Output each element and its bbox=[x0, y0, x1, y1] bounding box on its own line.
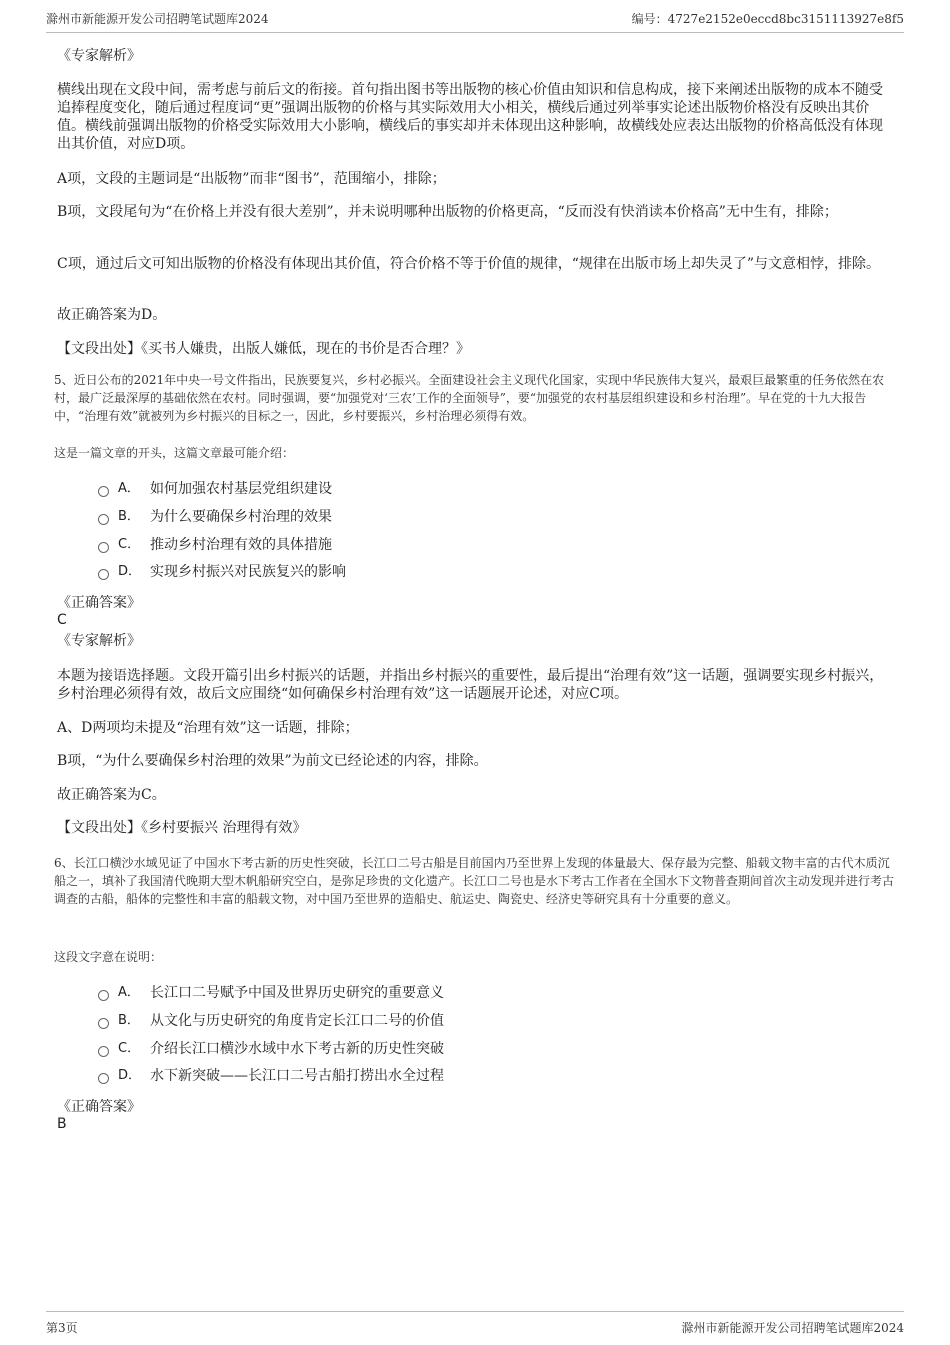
radio-icon[interactable] bbox=[98, 1018, 109, 1029]
q5-option-d[interactable]: D． 实现乡村振兴对民族复兴的影响 bbox=[98, 563, 346, 581]
radio-icon[interactable] bbox=[98, 486, 109, 497]
q5-option-b[interactable]: B． 为什么要确保乡村治理的效果 bbox=[98, 508, 332, 526]
q5-analysis-title: 《专家解析》 bbox=[57, 633, 141, 649]
q5-prompt: 这是一篇文章的开头，这篇文章最可能介绍： bbox=[54, 446, 295, 460]
q5-conclusion: 故正确答案为C。 bbox=[57, 787, 166, 803]
radio-icon[interactable] bbox=[98, 990, 109, 1001]
page-number: 第3页 bbox=[46, 1321, 78, 1335]
q5-answer: C bbox=[57, 612, 67, 628]
q4-analysis-title: 《专家解析》 bbox=[57, 48, 141, 64]
q6-option-d[interactable]: D． 水下新突破——长江口二号古船打捞出水全过程 bbox=[98, 1067, 444, 1085]
q6-stem: 6、长江口横沙水域见证了中国水下考古新的历史性突破，长江口二号古船是目前国内乃至世界上发现的体量最大、保存最为完整、船载文物丰富的古代木质沉船之一，填补了我国清代晚期大型木帆船研究空白，是弥足珍贵的文化遗产。长江口二号也是水下考古工作者在全国水下文物普查期间首次主动发现并进行考古调查的古船，船体的完整性和丰富的船载文物，对中国乃至世界的造船史、航运史、陶瓷史、经济史等研究具有十分重要的意义。 bbox=[54, 856, 895, 906]
q4-option-a-note: A项，文段的主题词是“出版物”而非“图书”，范围缩小，排除； bbox=[57, 171, 446, 187]
q4-source: 【文段出处】《买书人嫌贵，出版人嫌低，现在的书价是否合理？》 bbox=[57, 341, 470, 357]
radio-icon[interactable] bbox=[98, 569, 109, 580]
q6-option-b[interactable]: B． 从文化与历史研究的角度肯定长江口二号的价值 bbox=[98, 1012, 444, 1030]
q4-option-b-note: B项，文段尾句为“在价格上并没有很大差别”，并未说明哪种出版物的价格更高，“反而没有快消读本价格高”无中生有，排除； bbox=[57, 204, 838, 220]
q5-option-b-note: B项，“为什么要确保乡村治理的效果”为前文已经论述的内容，排除。 bbox=[57, 753, 488, 769]
header-title: 滁州市新能源开发公司招聘笔试题库2024 bbox=[46, 12, 269, 26]
q6-option-c[interactable]: C． 介绍长江口横沙水域中水下考古新的历史性突破 bbox=[98, 1040, 444, 1058]
q5-analysis-text: 本题为接语选择题。文段开篇引出乡村振兴的话题，并指出乡村振兴的重要性，最后提出“治理有效”这一话题，强调要实现乡村振兴，乡村治理必须得有效，故后文应围绕“如何确保乡村治理有效”这一话题展开论述，对应C项。 bbox=[57, 668, 884, 702]
radio-icon[interactable] bbox=[98, 1073, 109, 1084]
q4-analysis-text: 横线出现在文段中间，需考虑与前后文的衔接。首句指出图书等出版物的核心价值由知识和信息构成，接下来阐述出版物的成本不随受追捧程度变化，随后通过程度词“更”强调出版物的价格与其实际效用大小相关，横线后通过列举事实论述出版物价格没有反映出其价值。横线前强调出版物的价格受实际效用大小影响，横线后的事实却并未体现出这种影响，故横线处应表达出版物的价格高低没有体现出其价值，对应D项。 bbox=[57, 82, 883, 152]
q6-answer: B bbox=[57, 1116, 67, 1132]
q5-answer-title: 《正确答案》 bbox=[57, 595, 141, 611]
page-header bbox=[46, 10, 904, 33]
radio-icon[interactable] bbox=[98, 542, 109, 553]
page-footer bbox=[46, 1311, 904, 1336]
q4-option-c-note: C项，通过后文可知出版物的价格没有体现出其价值，符合价格不等于价值的规律，“规律在出版市场上却失灵了”与文意相悖，排除。 bbox=[57, 256, 881, 272]
q5-stem: 5、近日公布的2021年中央一号文件指出，民族要复兴，乡村必振兴。全面建设社会主义现代化国家，实现中华民族伟大复兴，最艰巨最繁重的任务依然在农村，最广泛最深厚的基础依然在农村。同时强调，要“加强党对‘三农’工作的全面领导”，要“加强党的农村基层组织建设和乡村治理”。早在党的十九大报告中，“治理有效”就被列为乡村振兴的目标之一，因此，乡村要振兴，乡村治理必须得有效。 bbox=[54, 373, 885, 423]
q5-source: 【文段出处】《乡村要振兴 治理得有效》 bbox=[57, 820, 307, 836]
q5-option-ad-note: A、D两项均未提及“治理有效”这一话题，排除； bbox=[57, 720, 359, 736]
document-id: 编号：4727e2152e0eccd8bc3151113927e8f5 bbox=[631, 12, 904, 26]
q6-answer-title: 《正确答案》 bbox=[57, 1099, 141, 1115]
q5-option-c[interactable]: C． 推动乡村治理有效的具体措施 bbox=[98, 536, 332, 554]
q5-option-a[interactable]: A． 如何加强农村基层党组织建设 bbox=[98, 480, 332, 498]
q6-prompt: 这段文字意在说明： bbox=[54, 950, 163, 964]
q6-option-a[interactable]: A． 长江口二号赋予中国及世界历史研究的重要意义 bbox=[98, 984, 444, 1002]
radio-icon[interactable] bbox=[98, 1046, 109, 1057]
radio-icon[interactable] bbox=[98, 514, 109, 525]
footer-title: 滁州市新能源开发公司招聘笔试题库2024 bbox=[681, 1321, 904, 1335]
q4-conclusion: 故正确答案为D。 bbox=[57, 307, 167, 323]
